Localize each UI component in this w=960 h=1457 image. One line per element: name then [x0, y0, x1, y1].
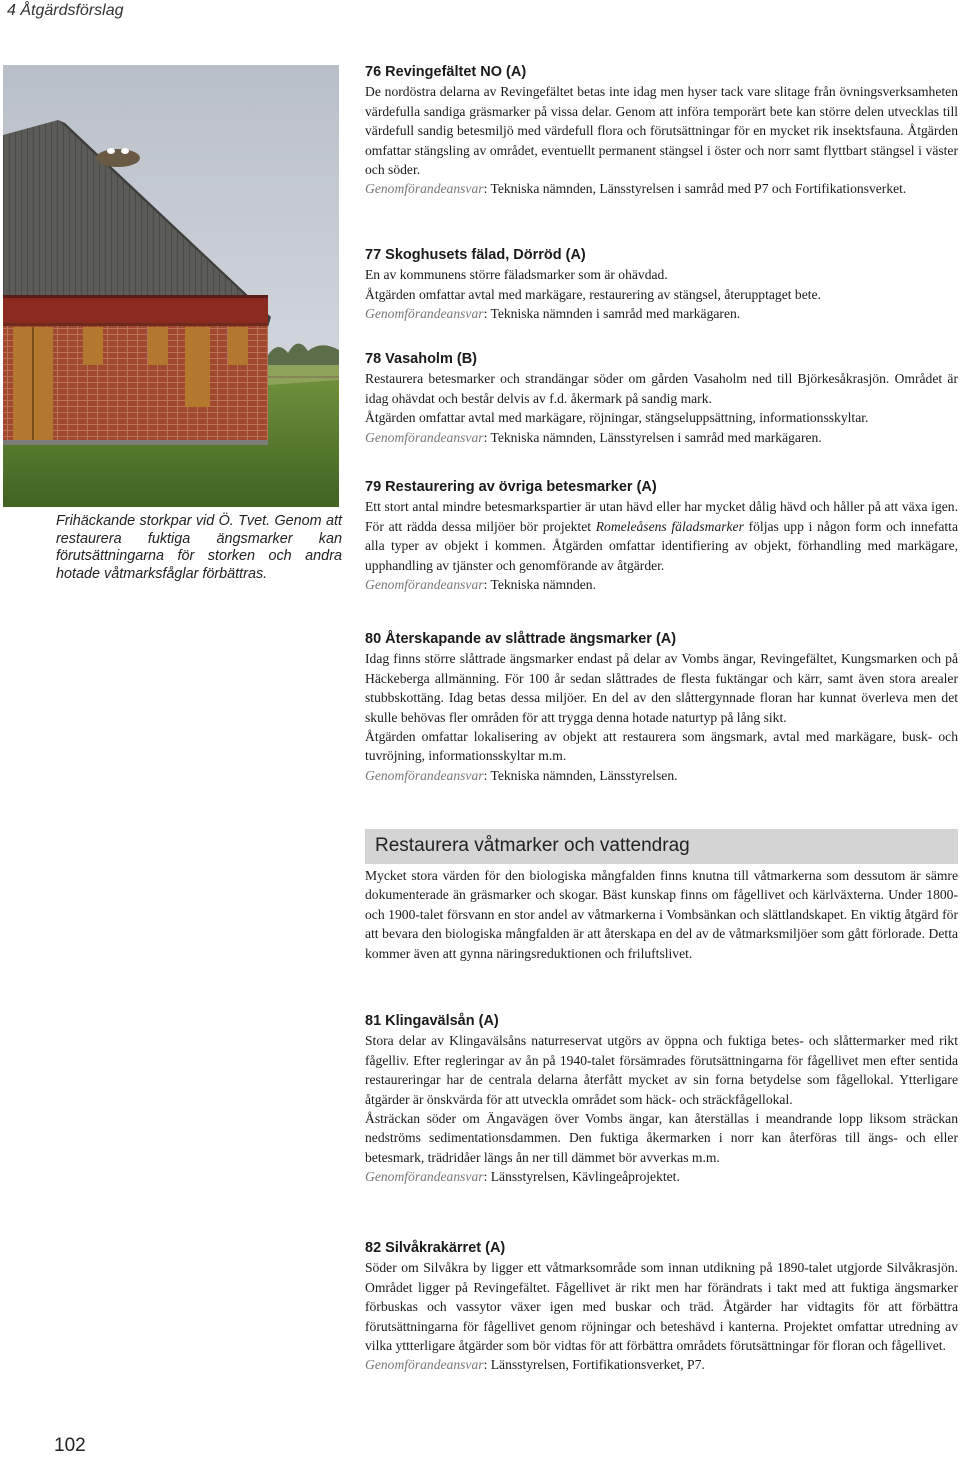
section-80-text-1: Idag finns större slåttrade ängsmarker endast på delar av Vombs ängar, Revingefältet, Kungsmarken och på Häckeberga allmänning. För 100 år sedan slåttrades de flesta fuktängar och kärr, samt även stora arealer stubbskottäng. Idag betas dessa miljöer. En del av den slåttergynnade floran har kunnat överleva men det skulle behövas fler områden för att trygga denna hotade naturtyp på lång sikt. — [365, 651, 958, 725]
section-76-text: De nordöstra delarna av Revingefältet betas inte idag men hyser tack vare slitage från övningsverksamheten värdefulla sandiga gräsmarker på vissa delar. Genom att införa temporärt bete kan större delen utvecklas till värdefull sandig betesmiljö med värdefull flora och förutsättningar för en mycket rik insektsfauna. Åtgärden omfattar stängsling av området, eventuellt permanent stängsel i öster och norr samt flyttbart stängsel i väster och söder. — [365, 84, 958, 178]
section-81 — [365, 1012, 958, 1187]
section-78-responsibility — [365, 428, 958, 447]
section-76-responsibility — [365, 179, 958, 198]
section-79-text — [365, 497, 958, 575]
page-number: 102 — [54, 1435, 86, 1456]
responsibility-label: Genomförandeansvar — [365, 1357, 484, 1373]
section-77 — [365, 246, 958, 324]
section-77-text-1: En av kommunens större fäladsmarker som är ohävdad. — [365, 267, 668, 283]
section-78 — [365, 350, 958, 447]
section-79-title: 79 Restaurering av övriga betesmarker (A) — [365, 479, 657, 495]
barn-stork-photo — [3, 65, 339, 507]
section-79-text-end: följas upp i någon form och innefatta alla typer av objekt i kommen. Åtgärden omfattar identifiering av objekt, förhandling med markägare, upphandling av tjänster och genomförande av åtgärder. — [365, 518, 958, 573]
project-name: Romeleåsens fäladsmarker — [595, 518, 744, 534]
section-79 — [365, 478, 958, 594]
responsibility-value: : Tekniska nämnden, Länsstyrelsen i samråd med markägaren. — [483, 429, 822, 445]
responsibility-label: Genomförandeansvar — [365, 181, 484, 197]
running-header: 4 Åtgärdsförslag — [7, 2, 124, 19]
responsibility-value: : Tekniska nämnden. — [483, 577, 596, 593]
section-77-responsibility — [365, 304, 958, 323]
section-81-title: 81 Klingavälsån (A) — [365, 1013, 499, 1029]
section-81-text-2: Åsträckan söder om Ängavägen över Vombs ängar, kan återställas i meandrande lopp liksom sträckan nedströms sedimentationsdammen. Den fuktiga åkermarken i norr kan återföras till ängs- och eller betesmark, trädridåer längs ån ner till dämmet bör avverkas m.m. — [365, 1111, 958, 1165]
section-80 — [365, 630, 958, 785]
section-81-responsibility — [365, 1167, 958, 1186]
section-heading: Restaurera våtmarker och vattendrag — [375, 835, 690, 856]
responsibility-label: Genomförandeansvar — [365, 577, 484, 593]
section-77-text-2: Åtgärden omfattar avtal med markägare, restaurering av stängsel, återupptaget bete. — [365, 286, 821, 302]
responsibility-value: : Länsstyrelsen, Kävlingeåprojektet. — [483, 1169, 680, 1185]
section-80-responsibility — [365, 766, 958, 785]
section-77-title: 77 Skoghusets fälad, Dörröd (A) — [365, 247, 586, 263]
section-82 — [365, 1239, 958, 1375]
responsibility-label: Genomförandeansvar — [365, 306, 484, 322]
responsibility-value: : Tekniska nämnden, Länsstyrelsen i samråd med P7 och Fortifikationsverket. — [483, 181, 907, 197]
section-80-title: 80 Återskapande av slåttrade ängsmarker (A) — [365, 631, 677, 647]
section-79-responsibility — [365, 575, 958, 594]
section-78-text-2: Åtgärden omfattar avtal med markägare, röjningar, stängseluppsättning, informationsskyltar. — [365, 410, 869, 426]
section-79-text-start: Ett stort antal mindre betesmarkspartier är utan hävd eller har mycket dålig hävd och håller på att växa igen. För att rädda dessa miljöer bör projektet — [365, 499, 958, 534]
section-heading-band — [365, 829, 958, 864]
section-81-text-1: Stora delar av Klingavälsåns naturreservat utgörs av öppna och fuktiga betes- och slåttermarker med rikt fågelliv. Efter regleringar av ån på 1940-talet försämrades förutsättningarna för fågellivet men efter sentida restaureringar har de centrala delarna återfått mycket av sin forna betydelse som fågellokal. Ytterligare åtgärder är önskvärda för att utveckla området som häck- och sträckfågellokal. — [365, 1033, 958, 1107]
responsibility-label: Genomförandeansvar — [365, 429, 484, 445]
responsibility-label: Genomförandeansvar — [365, 1169, 484, 1185]
responsibility-value: : Länsstyrelsen, Fortifikationsverket, P7. — [483, 1357, 705, 1373]
photo-caption: Frihäckande storkpar vid Ö. Tvet. Genom att restaurera fuktiga ängsmarker kan förutsättningarna för storken och andra hotade våtmarksfåglar förbättras. — [56, 513, 342, 582]
wetlands-intro-text: Mycket stora värden för den biologiska mångfalden finns knutna till våtmarkerna som dessutom är sämre dokumenterade än gräsmarker och skogar. Bäst kunskap finns om fågellivet och kärlväxterna. Under 1800- och 1900-talet försvann en stor andel av våtmarkerna i Vombsänkan och slättlandskapet. En viktig åtgärd för att bevara den biologiska mångfalden är att återskapa en del av de våtmarksmiljöer som gått förlorade. Detta kommer även att gynna näringsreduktionen och friluftslivet. — [365, 868, 958, 961]
section-76 — [365, 63, 958, 199]
section-76-title: 76 Revingefältet NO (A) — [365, 64, 527, 80]
section-78-text-1: Restaurera betesmarker och strandängar söder om gården Vasaholm ned till Björkesåkrasjön. Området är idag ohävdat och består delvis av f.d. åkermark på sandig mark. — [365, 371, 958, 406]
responsibility-value: : Tekniska nämnden i samråd med markägaren. — [483, 306, 741, 322]
section-78-title: 78 Vasaholm (B) — [365, 351, 478, 367]
section-82-responsibility — [365, 1355, 958, 1374]
responsibility-value: : Tekniska nämnden, Länsstyrelsen. — [483, 767, 678, 783]
section-82-text: Söder om Silvåkra by ligger ett våtmarksområde som innan utdikning på 1890-talet utgjorde Silvåkrasjön. Området ligger på Revingefältet. Fågellivet är rikt men har förändrats i takt med att fuktiga ängsmarker förbuskas och vassytor växer igen med buskar och träd. Åtgärder har vidtagits för att förbättra förutsättningarna för fågellivet genom röjningar och beteshävd i kanterna. Projektet omfattar utredning av vilka yttterligare åtgärder som bör vidtas för att förbättra områdets förutsättningar för floran och fågellivet. — [365, 1260, 958, 1354]
responsibility-label: Genomförandeansvar — [365, 767, 484, 783]
section-82-title: 82 Silvåkrakärret (A) — [365, 1240, 506, 1256]
section-80-text-2: Åtgärden omfattar lokalisering av objekt att restaurera som ängsmark, avtal med markägare, busk- och tuvröjning, informationsskyltar m.m. — [365, 729, 958, 764]
wetlands-intro — [365, 866, 958, 963]
